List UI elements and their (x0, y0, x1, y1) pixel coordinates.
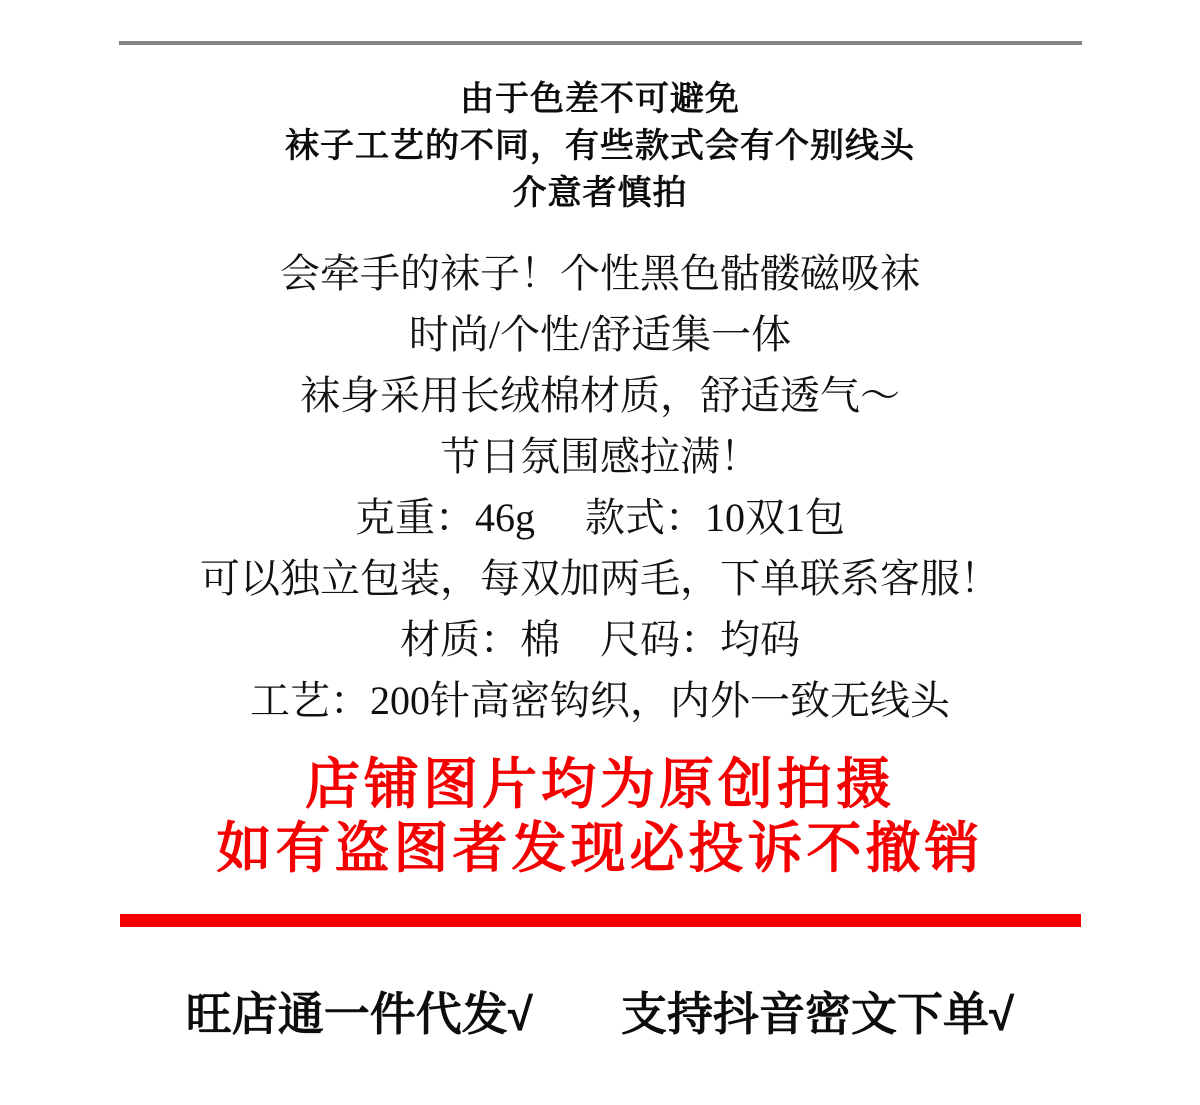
product-feature-line: 时尚/个性/舒适集一体 (408, 312, 792, 357)
product-mood-line: 节日氛围感拉满！ (440, 434, 760, 479)
copyright-warning-block (0, 752, 1200, 880)
product-packaging-line: 可以独立包装，每双加两毛，下单联系客服！ (200, 556, 1000, 601)
product-details-block (0, 243, 1200, 731)
shipping-services-line (0, 989, 1200, 1039)
notice-line-2: 袜子工艺的不同，有些款式会有个别线头 (285, 127, 915, 165)
product-size-line: 材质：棉 尺码：均码 (400, 617, 800, 662)
product-title-line: 会牵手的袜子！个性黑色骷髅磁吸袜 (280, 251, 920, 296)
copyright-warning-line-1: 店铺图片均为原创拍摄 (304, 753, 895, 815)
color-difference-notice-block (0, 76, 1200, 217)
copyright-warning-line-2: 如有盗图者发现必投诉不撤销 (216, 817, 984, 879)
notice-line-1: 由于色差不可避免 (460, 80, 740, 118)
product-craft-line: 工艺：200针高密钩织，内外一致无线头 (250, 678, 950, 723)
product-weight-style-line: 克重：46g 款式：10双1包 (355, 495, 845, 540)
red-divider (120, 914, 1081, 927)
dropship-service-label: 旺店通一件代发√ (185, 988, 533, 1040)
notice-line-3: 介意者慎拍 (512, 174, 688, 212)
top-divider (119, 41, 1082, 45)
douyin-order-label: 支持抖音密文下单√ (621, 988, 1015, 1040)
product-material-line: 袜身采用长绒棉材质，舒适透气～ (300, 373, 900, 418)
